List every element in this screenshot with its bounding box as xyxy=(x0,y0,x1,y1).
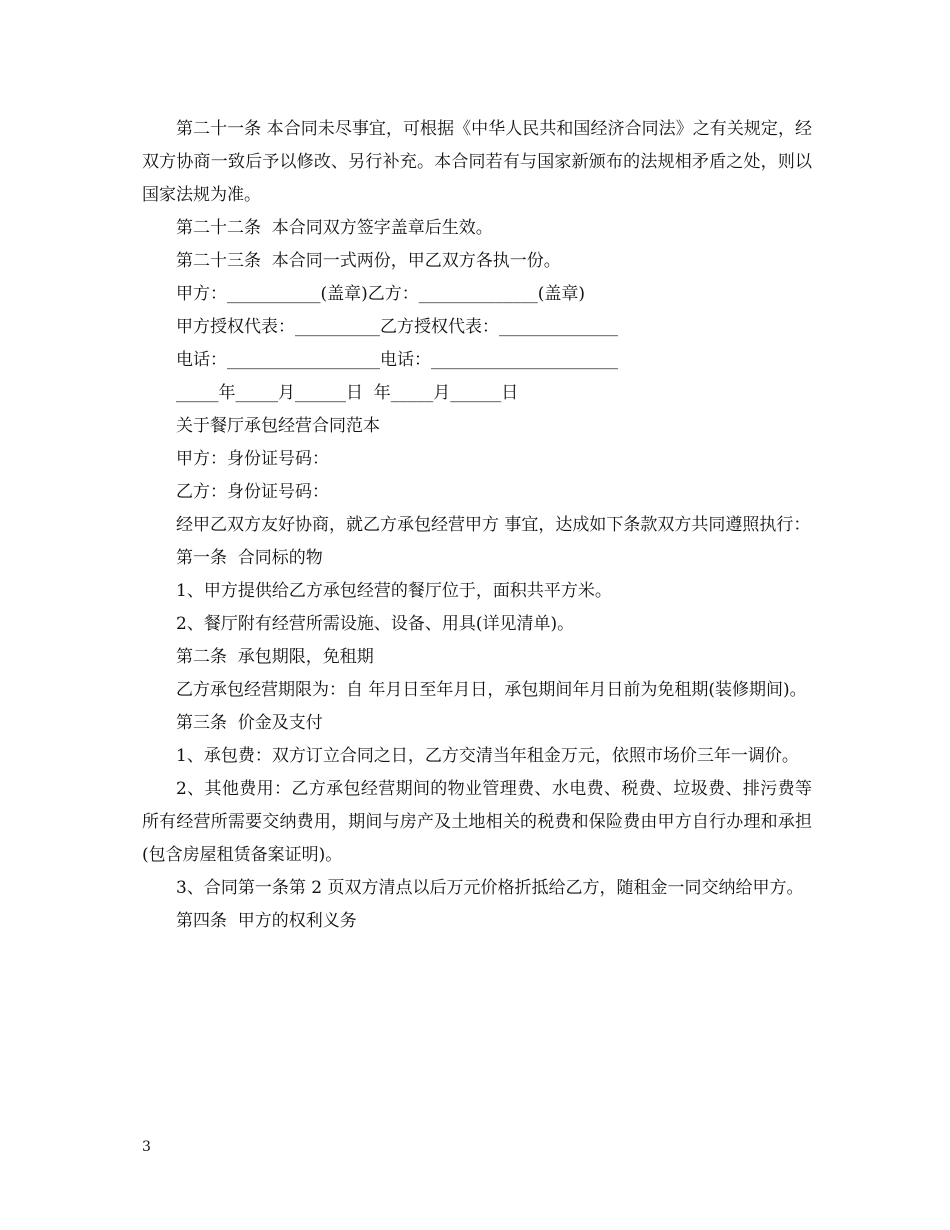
party-a-id: 甲方：身份证号码： xyxy=(176,449,329,469)
paragraph-article-2-term: 乙方承包经营期限为：自 年月日至年月日，承包期间年月日前为免租期(装修期间)。 xyxy=(176,680,807,700)
paragraph-article-1-item-2: 2、餐厅附有经营所需设施、设备、用具(详见清单)。 xyxy=(176,614,575,634)
document-body xyxy=(142,113,812,938)
heading-article-1: 第一条 合同标的物 xyxy=(176,548,323,568)
signature-line-party: 甲方：___________(盖章)乙方：______________(盖章) xyxy=(176,284,586,304)
paragraph-article-22: 第二十二条 本合同双方签字盖章后生效。 xyxy=(176,218,493,238)
paragraph-preamble: 经甲乙双方友好协商，就乙方承包经营甲方 事宜，达成如下条款双方共同遵照执行： xyxy=(176,515,811,535)
paragraph-article-1-item-1: 1、甲方提供给乙方承包经营的餐厅位于，面积共平方米。 xyxy=(176,581,612,601)
signature-line-date: _____年_____月______日 年_____月______日 xyxy=(176,383,519,403)
paragraph-article-3-item-2: 2、其他费用：乙方承包经营期间的物业管理费、水电费、税费、垃圾费、排污费等所有经营所需要交纳费用，期间与房产及土地相关的税费和保险费由甲方自行办理和承担(包含房屋租赁备案证明)。 xyxy=(142,779,812,865)
heading-article-3: 第三条 价金及支付 xyxy=(176,713,323,733)
signature-line-phone: 电话：__________________电话：______________________ xyxy=(176,350,618,370)
paragraph-article-23: 第二十三条 本合同一式两份，甲乙双方各执一份。 xyxy=(176,251,561,271)
party-b-id: 乙方：身份证号码： xyxy=(176,482,329,502)
section-title: 关于餐厅承包经营合同范本 xyxy=(176,416,380,436)
heading-article-4: 第四条 甲方的权利义务 xyxy=(176,911,357,931)
heading-article-2: 第二条 承包期限，免租期 xyxy=(176,647,374,667)
paragraph-article-3-item-1: 1、承包费：双方订立合同之日，乙方交清当年租金万元，依照市场价三年一调价。 xyxy=(176,746,799,766)
page-number: 3 xyxy=(142,1139,151,1155)
paragraph-article-21: 第二十一条 本合同未尽事宜，可根据《中华人民共和国经济合同法》之有关规定，经双方协商一致后予以修改、另行补充。本合同若有与国家新颁布的法规相矛盾之处，则以国家法规为准。 xyxy=(142,119,812,205)
paragraph-article-3-item-3: 3、合同第一条第 2 页双方清点以后万元价格折抵给乙方，随租金一同交纳给甲方。 xyxy=(176,878,804,898)
signature-line-representative: 甲方授权代表：__________乙方授权代表：______________ xyxy=(176,317,618,337)
